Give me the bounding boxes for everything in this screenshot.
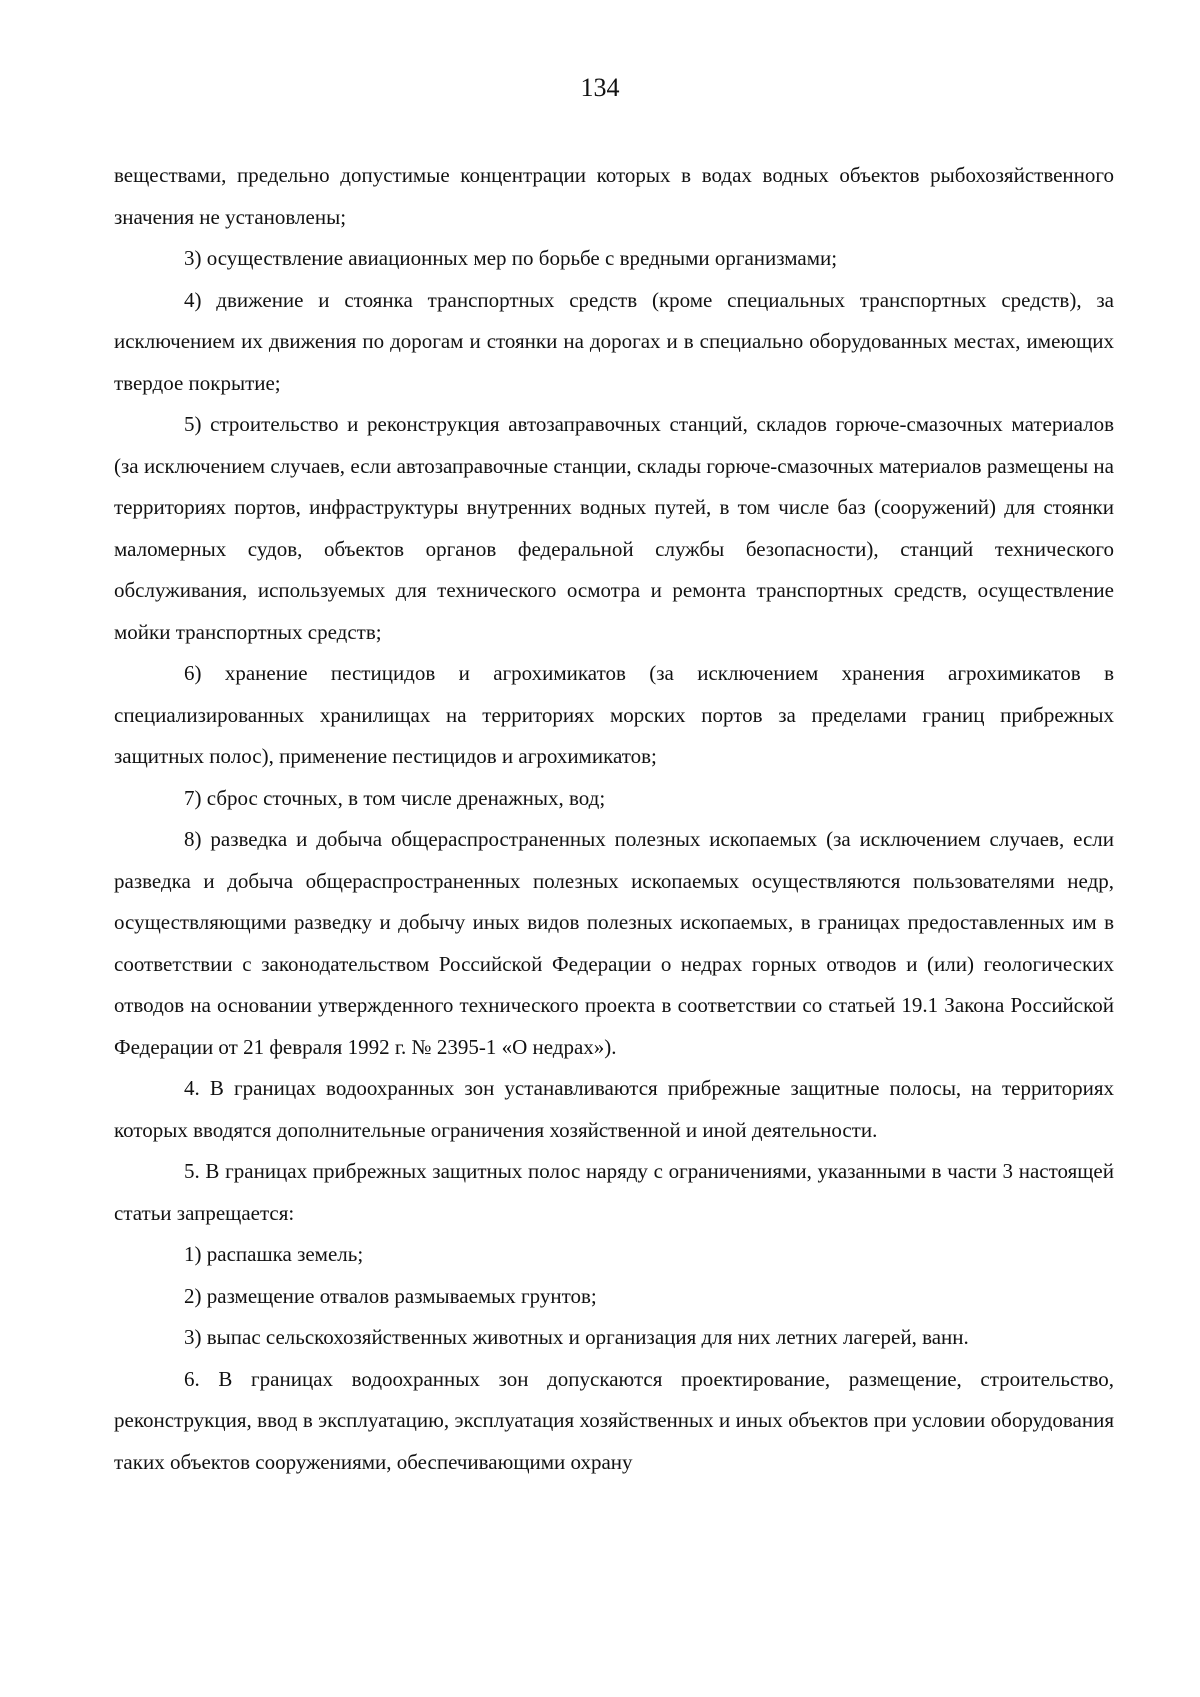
paragraph-item-3: 3) осуществление авиационных мер по борьбе с вредными организмами;	[184, 246, 838, 270]
paragraph-continuation: веществами, предельно допустимые концентрации которых в водах водных объектов рыбохозяйственного значения не установлены;	[114, 163, 1114, 229]
paragraph-part-6: 6. В границах водоохранных зон допускаются проектирование, размещение, строительство, реконструкция, ввод в эксплуатацию, эксплуатация хозяйственных и иных объектов при условии оборудования таких объектов сооружениями, обеспечивающими охрану	[114, 1366, 1114, 1474]
paragraph-item-6: 6) хранение пестицидов и агрохимикатов (за исключением хранения агрохимикатов в специализированных хранилищах на территориях морских портов за пределами границ прибрежных защитных полос), применение пестицидов и агрохимикатов;	[114, 661, 1114, 768]
paragraph-item-8: 8) разведка и добыча общераспространенных полезных ископаемых (за исключением случаев, если разведка и добыча общераспространенных полезных ископаемых осуществляются пользователями недр, осуществляющими разведку и добычу иных видов полезных ископаемых, в границах предоставленных им в соответствии с законодательством Российской Федерации о недрах горных отводов и (или) геологических отводов на основании утвержденного технического проекта в соответствии со статьей 19.1 Закона Российской Федерации от 21 февраля 1992 г. № 2395-1 «О недрах»).	[114, 827, 1114, 1059]
document-body	[114, 155, 1114, 1483]
paragraph-part5-item-3: 3) выпас сельскохозяйственных животных и организация для них летних лагерей, ванн.	[184, 1325, 969, 1349]
paragraph-part-5: 5. В границах прибрежных защитных полос наряду с ограничениями, указанными в части 3 настоящей статьи запрещается:	[114, 1159, 1114, 1225]
paragraph-item-4: 4) движение и стоянка транспортных средств (кроме специальных транспортных средств), за исключением их движения по дорогам и стоянки на дорогах и в специально оборудованных местах, имеющих твердое покрытие;	[114, 287, 1114, 395]
paragraph-item-5: 5) строительство и реконструкция автозаправочных станций, складов горюче-смазочных материалов (за исключением случаев, если автозаправочные станции, склады горюче-смазочных материалов размещены на территориях портов, инфраструктуры внутренних водных путей, в том числе баз (сооружений) для стоянки маломерных судов, объектов органов федеральной службы безопасности), станций технического обслуживания, используемых для технического осмотра и ремонта транспортных средств, осуществление мойки транспортных средств;	[114, 412, 1114, 644]
paragraph-part-4: 4. В границах водоохранных зон устанавливаются прибрежные защитные полосы, на территориях которых вводятся дополнительные ограничения хозяйственной и иной деятельности.	[114, 1076, 1114, 1142]
paragraph-part5-item-2: 2) размещение отвалов размываемых грунтов;	[184, 1283, 597, 1308]
paragraph-item-7: 7) сброс сточных, в том числе дренажных, вод;	[184, 785, 606, 810]
page-number: 134	[580, 73, 620, 102]
paragraph-part5-item-1: 1) распашка земель;	[184, 1242, 364, 1266]
